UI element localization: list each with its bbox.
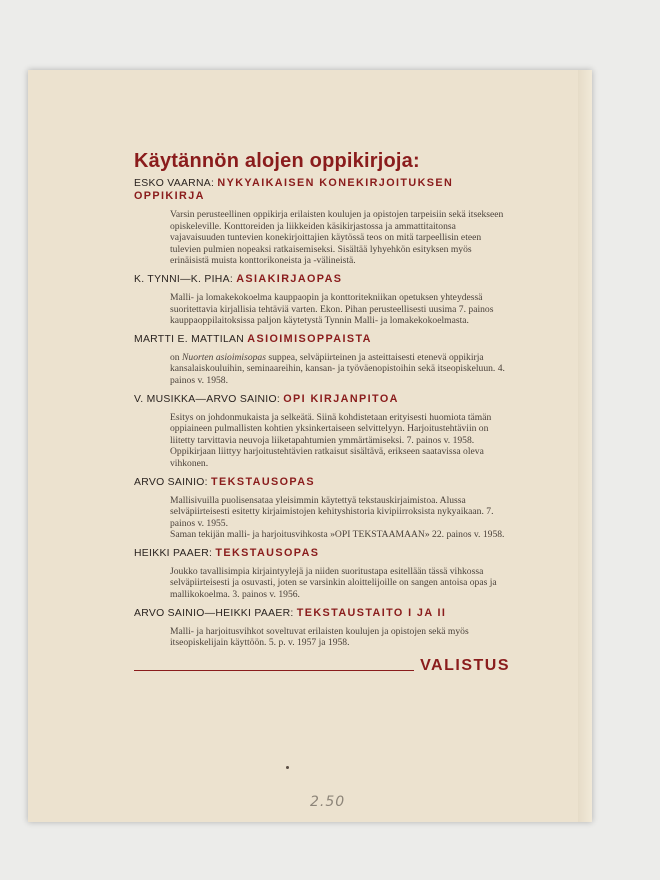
entry-authors: V. MUSIKKA—ARVO SAINIO: [134,393,281,405]
entry-title: TEKSTAUSTAITO I JA II [296,606,447,619]
entry-heading [134,333,510,346]
entry-paragraph: Mallisivuilla puolisensataa yleisimmin käytettyä tekstauskirjaimistoa. Alussa selväpiirteisesti esitetty kirjaimistojen kehityshistoria kivipiirroksista nykyaikaan. 7. painos v. 1955. [170,494,494,529]
entry-authors: ARVO SAINIO: [134,476,208,488]
entry-description [170,209,510,267]
entry-authors: MARTTI E. MATTILAN [134,333,245,345]
entry-text-prefix: on [170,351,180,363]
print-dot [286,766,289,769]
entry-paragraph: Joukko tavallisimpia kirjaintyylejä ja niiden suoritustapa esitellään tässä vihkossa selväpiirteisesti ja osuvasti, joten se varsinkin aloittelijoille on sangen antoisa opas ja mallikokoelma. 3. painos v. 1956. [170,565,497,601]
page-edge [578,70,592,822]
entry-paragraph: Malli- ja lomakekokoelma kauppaopin ja konttoritekniikan opetuksen yhteydessä suoritettavia kirjallisia tehtäviä varten. Ekon. Pihan perusteellisesti uusima 7. painos kauppaoppilaitoksissa paljon käytetystä Tynnin Malli- ja lomakekokoelmasta. [170,291,494,327]
entry-paragraph [170,352,510,387]
book-back-cover [28,70,592,822]
content [134,150,510,675]
entry-text-suffix: suppea, selväpiirteinen ja asteittaisesti etenevä oppikirja kansalaiskouluihin, seminaareihin, kansan- ja työväenopistoihin sekä itseopiskeluun. 4. painos v. 1958. [170,351,505,386]
list-item [134,547,510,601]
entry-authors: HEIKKI PAAER: [134,547,213,559]
entry-paragraph: Varsin perusteellinen oppikirja erilaisten koulujen ja opistojen tarpeisiin sekä itsekseen opiskeleville. Konttoreiden ja liikkeiden käsikirjastossa ja ammattitaitonsa vajavaisuuden tuntevien konekirjoittajien käytössä teos on mitä tarpeellisin eteen tulevien pulmien nopeaksi ratkaisemiseksi. Sisältää lyhyehkön esityksen myös erinäisistä muista konttorikoneista ja -välineistä. [170,209,504,267]
entry-title: ASIOIMISOPPAISTA [247,332,372,345]
entry-paragraph: Malli- ja harjoitusvihkot soveltuvat erilaisten koulujen ja opistojen sekä myös itseopiskelijain käyttöön. 5. p. v. 1957 ja 1958. [170,625,469,649]
entry-paragraph: Esitys on johdonmukaista ja selkeätä. Siinä kohdistetaan erityisesti huomiota tämän oppiaineen pulmallisten kohtien yksinkertaiseen selvittelyyn. Harjoitustehtäviin on liitetty tarvittavia neuvoja liiketapahtumien ymmärtämiseksi. 7. painos v. 1958. [170,411,492,446]
entry-title: NYKYAIKAISEN KONEKIRJOITUKSEN OPPIKIRJA [134,177,454,202]
entry-authors: ARVO SAINIO—HEIKKI PAAER: [134,607,294,619]
entry-heading [134,177,510,203]
publisher-footer [134,657,510,675]
entry-description [170,412,510,470]
entry-authors: ESKO VAARNA: [134,178,215,189]
entry-title: ASIAKIRJAOPAS [236,272,343,285]
entry-description [170,352,510,387]
entry-title: TEKSTAUSOPAS [211,475,316,488]
list-item [134,333,510,387]
entry-description [170,626,510,649]
entry-italic-title: Nuorten asioimisopas [182,351,266,363]
entry-heading [134,476,510,489]
list-item [134,273,510,327]
list-item [134,607,510,649]
pencil-price-note: 2.50 [310,794,346,810]
entry-title: OPI KIRJANPITOA [283,392,399,405]
entry-heading [134,393,510,406]
entry-description [170,292,510,327]
publisher-name: VALISTUS [420,656,510,674]
list-item [134,476,510,541]
entry-authors: K. TYNNI—K. PIHA: [134,273,234,285]
entry-paragraph: Saman tekijän malli- ja harjoitusvihkosta »OPI TEKSTAAMAAN» 22. painos v. 1958. [170,529,505,541]
list-item [134,393,510,470]
entry-heading [134,273,510,286]
entry-heading [134,607,510,620]
entry-paragraph: Oppikirjaan liittyy harjoitustehtävien ratkaisut sisältävä, erikseen saatavissa oleva vihkonen. [170,446,484,469]
footer-rule [134,670,414,671]
entry-heading [134,547,510,560]
entry-title: TEKSTAUSOPAS [215,546,320,559]
entry-description [170,495,510,541]
page-title: Käytännön alojen oppikirjoja: [134,150,420,172]
list-item [134,177,510,267]
entry-description [170,566,510,601]
